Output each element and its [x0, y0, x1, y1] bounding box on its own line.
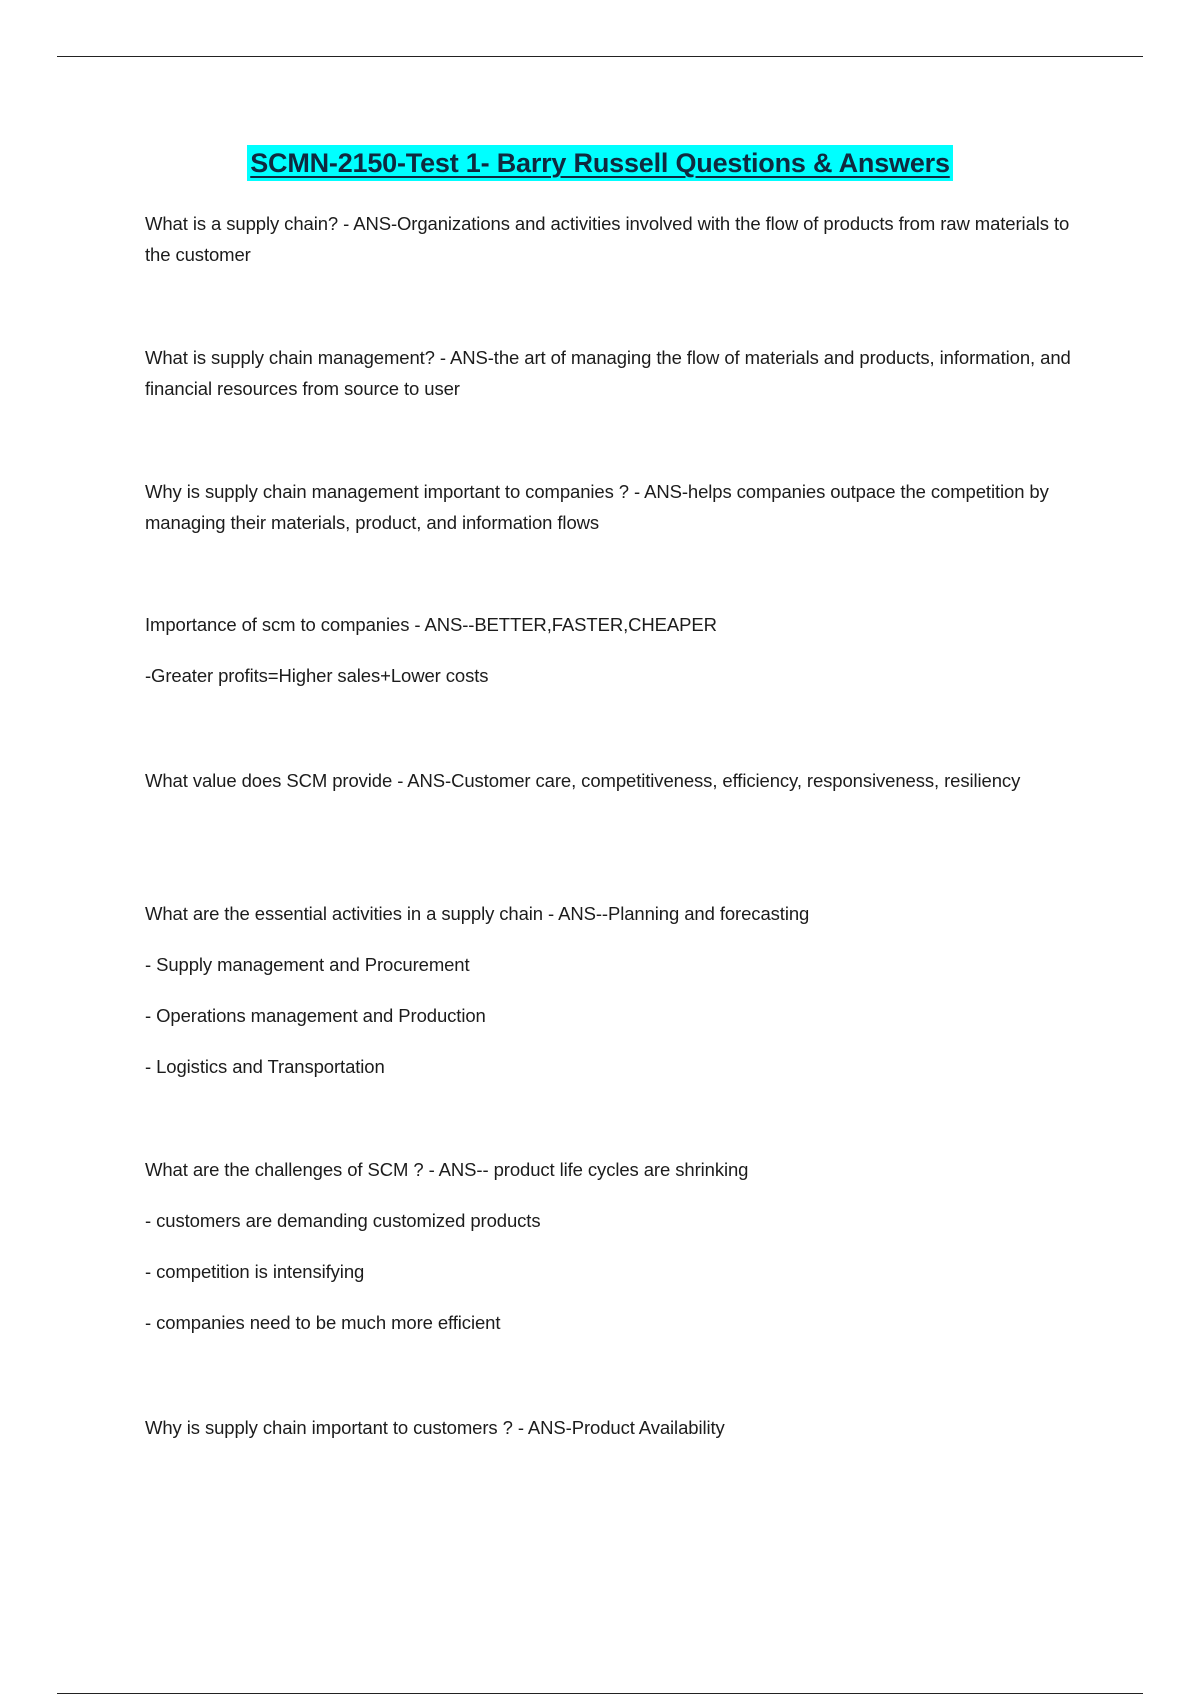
qa-entry-1	[145, 208, 1075, 270]
qa-subitem: - Logistics and Transportation	[145, 1056, 385, 1077]
qa-entry-6	[145, 898, 1075, 1082]
qa-text: What are the essential activities in a supply chain - ANS--Planning and forecasting	[145, 903, 810, 924]
qa-subitem: - companies need to be much more efficient	[145, 1312, 501, 1333]
qa-text: Why is supply chain important to customers ? - ANS-Product Availability	[145, 1417, 725, 1438]
qa-subitem: - Supply management and Procurement	[145, 954, 470, 975]
qa-entry-3	[145, 476, 1075, 538]
qa-text: Importance of scm to companies - ANS--BETTER,FASTER,CHEAPER	[145, 614, 717, 635]
header-rule	[57, 56, 1143, 57]
qa-text: Why is supply chain management important to companies ? - ANS-helps companies outpace the competition by managing their materials, product, and information flows	[145, 481, 1049, 533]
qa-entry-4	[145, 609, 1075, 691]
qa-entry-2	[145, 342, 1075, 404]
qa-subitem: -Greater profits=Higher sales+Lower costs	[145, 665, 489, 686]
qa-text: What are the challenges of SCM ? - ANS-- product life cycles are shrinking	[145, 1159, 749, 1180]
qa-subitem: - customers are demanding customized products	[145, 1210, 541, 1231]
document-title: SCMN-2150-Test 1- Barry Russell Questions & Answers	[247, 145, 953, 181]
qa-text: What value does SCM provide - ANS-Customer care, competitiveness, efficiency, responsiveness, resiliency	[145, 770, 1021, 791]
qa-entry-5	[145, 765, 1075, 796]
qa-text: What is a supply chain? - ANS-Organizations and activities involved with the flow of products from raw materials to the customer	[145, 213, 1070, 265]
qa-entry-7	[145, 1154, 1075, 1338]
qa-text: What is supply chain management? - ANS-the art of managing the flow of materials and products, information, and financial resources from source to user	[145, 347, 1071, 399]
qa-entry-8	[145, 1412, 1075, 1443]
title-container	[0, 145, 1200, 181]
footer-rule	[57, 1693, 1143, 1694]
qa-subitem: - competition is intensifying	[145, 1261, 365, 1282]
qa-subitem: - Operations management and Production	[145, 1005, 486, 1026]
